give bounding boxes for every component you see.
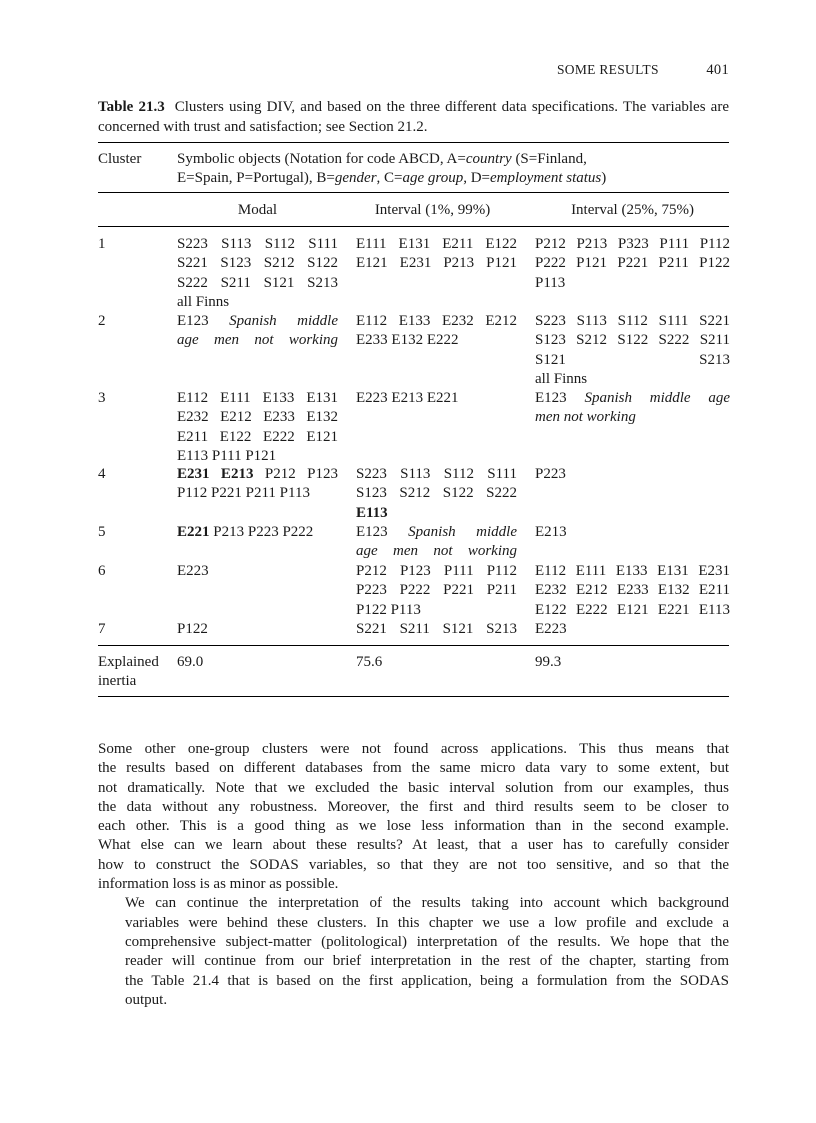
modal-cell-line: S222 S211 S121 S213	[177, 274, 338, 291]
cluster-number: 1	[98, 236, 106, 252]
modal-cell-line: E232 E212 E233 E132	[177, 409, 338, 426]
header-symbolic-line-2: E=Spain, P=Portugal), B=gender, C=age group, D=employment status)	[177, 170, 607, 187]
interval2-cell-line: E223	[535, 621, 567, 637]
cluster-number: 2	[98, 313, 106, 329]
interval1-cell-line: E123 Spanish middle	[356, 524, 517, 540]
cluster-number: 4	[98, 466, 106, 482]
interval1-cell-line: S123 S212 S122 S222	[356, 485, 517, 502]
modal-cell-line: P112 P221 P211 P113	[177, 485, 310, 502]
interval2-cell-line: P223	[535, 466, 566, 482]
interval2-cell-line: E232 E212 E233 E132 E211	[535, 582, 730, 599]
interval1-cell-line: P212 P123 P111 P112	[356, 563, 517, 579]
table-label: Table 21.3	[98, 99, 165, 115]
cluster-number: 5	[98, 524, 106, 540]
modal-cell-line: E223	[177, 563, 209, 579]
interval1-cell-line: S223 S113 S112 S111	[356, 466, 517, 482]
header-cluster: Cluster	[98, 151, 142, 167]
modal-cell-line: age men not working	[177, 332, 338, 349]
footer-interval2-inertia: 99.3	[535, 654, 562, 670]
text-line: variables were behind these clusters. In this chapter we use a low profile and exclude a	[125, 914, 729, 931]
text-line: how to construct the SODAS variables, so that they are not too sensitive, and so that the	[98, 856, 729, 873]
interval2-cell-line: P113	[535, 274, 566, 291]
header-symbolic-line-1: Symbolic objects (Notation for code ABCD, A=country (S=Finland,	[177, 151, 587, 167]
interval1-cell-line: E112 E133 E232 E212	[356, 313, 517, 329]
table-bottom-rule	[98, 696, 729, 697]
paragraph-1	[98, 740, 729, 894]
body-text	[98, 740, 729, 1010]
interval1-cell-line: S221 S211 S121 S213	[356, 621, 517, 637]
text-line: We can continue the interpretation of the results taking into account which background	[125, 895, 729, 912]
text-line: the Table 21.4 that is based on the first application, being a formulation from the SODAS	[125, 972, 729, 989]
interval2-cell-line: S223 S113 S112 S111 S221	[535, 313, 730, 329]
modal-cell-line: S221 S123 S212 S122	[177, 255, 338, 272]
text-line: Some other one-group clusters were not found across applications. This thus means that	[98, 741, 729, 757]
interval2-cell-line: S123 S212 S122 S222 S211	[535, 332, 730, 349]
interval1-cell-line: P122 P113	[356, 601, 421, 618]
modal-cell-line: E112 E111 E133 E131	[177, 390, 338, 406]
interval2-cell-line: E112 E111 E133 E131 E231	[535, 563, 730, 579]
table-subhead-rule	[98, 226, 729, 227]
modal-cell-line: all Finns	[177, 293, 230, 310]
modal-cell-line: E123 Spanish middle	[177, 313, 338, 329]
interval2-cell-line: E123 Spanish middle age	[535, 390, 730, 406]
text-line: What else can we learn about these results? At least, that a user has to carefully consider	[98, 837, 729, 854]
cluster-number: 7	[98, 621, 106, 637]
table-caption	[98, 97, 729, 137]
cluster-number: 6	[98, 563, 106, 579]
footer-modal-inertia: 69.0	[177, 654, 204, 670]
table-top-rule	[98, 142, 729, 143]
table-footer-rule	[98, 645, 729, 646]
text-line: not dramatically. Note that we excluded the basic interval solution from our examples, thus	[98, 779, 729, 796]
interval1-cell-line: P223 P222 P221 P211	[356, 582, 517, 599]
interval2-cell-line: P222 P121 P221 P211 P122	[535, 255, 730, 272]
modal-cell-line: S223 S113 S112 S111	[177, 236, 338, 252]
modal-cell-line: E211 E122 E222 E121	[177, 428, 338, 445]
interval2-cell-line: E122 E222 E121 E221 E113	[535, 601, 730, 618]
footer-label-line-2: inertia	[98, 673, 137, 690]
caption-text: Clusters using DIV, and based on the three different data specifications. The variables are concerned with trust and satisfaction; see Section 21.2.	[98, 99, 729, 135]
header-interval-25-75: Interval (25%, 75%)	[571, 202, 694, 218]
text-line: the data without any robustness. Moreover, the first and third results seem to be closer to	[98, 798, 729, 815]
interval2-cell-line: men not working	[535, 409, 636, 426]
text-line: each other. This is a good thing as we lose less information than in the second example.	[98, 818, 729, 835]
interval1-cell-line: E223 E213 E221	[356, 390, 459, 406]
running-header	[98, 62, 729, 82]
interval1-cell-line: E111 E131 E211 E122	[356, 236, 517, 252]
text-line: reader will continue from our brief interpretation in the rest of the chapter, starting from	[125, 953, 729, 970]
text-line: output.	[125, 991, 168, 1008]
interval1-cell-line: E121 E231 P213 P121	[356, 255, 517, 272]
modal-cell-line: E113 P111 P121	[177, 447, 277, 464]
table-head-rule	[98, 192, 729, 193]
footer-interval1-inertia: 75.6	[356, 654, 383, 670]
interval1-cell-line: age men not working	[356, 543, 517, 560]
interval2-cell-line: S121 S213	[535, 351, 730, 368]
footer-label-line-1: Explained	[98, 654, 159, 670]
modal-cell-line: E231 E213 P212 P123	[177, 466, 339, 482]
header-modal: Modal	[237, 202, 278, 218]
text-line: comprehensive subject-matter (politological) interpretation of the results. We hope that the	[125, 933, 729, 950]
interval2-cell-line: E213	[535, 524, 567, 540]
paragraph-2	[98, 894, 729, 1010]
interval1-cell-line: E233 E132 E222	[356, 332, 459, 349]
text-line: the results based on different databases from the same micro data vary to some extent, but	[98, 760, 729, 777]
modal-cell-line: E221 P213 P223 P222	[177, 524, 314, 540]
header-interval-1-99: Interval (1%, 99%)	[374, 202, 491, 218]
running-title: SOME RESULTS	[557, 62, 659, 77]
cluster-number: 3	[98, 390, 106, 406]
interval2-cell-line: all Finns	[535, 370, 588, 387]
text-line: information loss is as minor as possible.	[98, 876, 339, 893]
interval1-cell-line: E113	[356, 504, 388, 521]
page-number: 401	[706, 62, 729, 78]
modal-cell-line: P122	[177, 621, 208, 637]
interval2-cell-line: P212 P213 P323 P111 P112	[535, 236, 730, 252]
